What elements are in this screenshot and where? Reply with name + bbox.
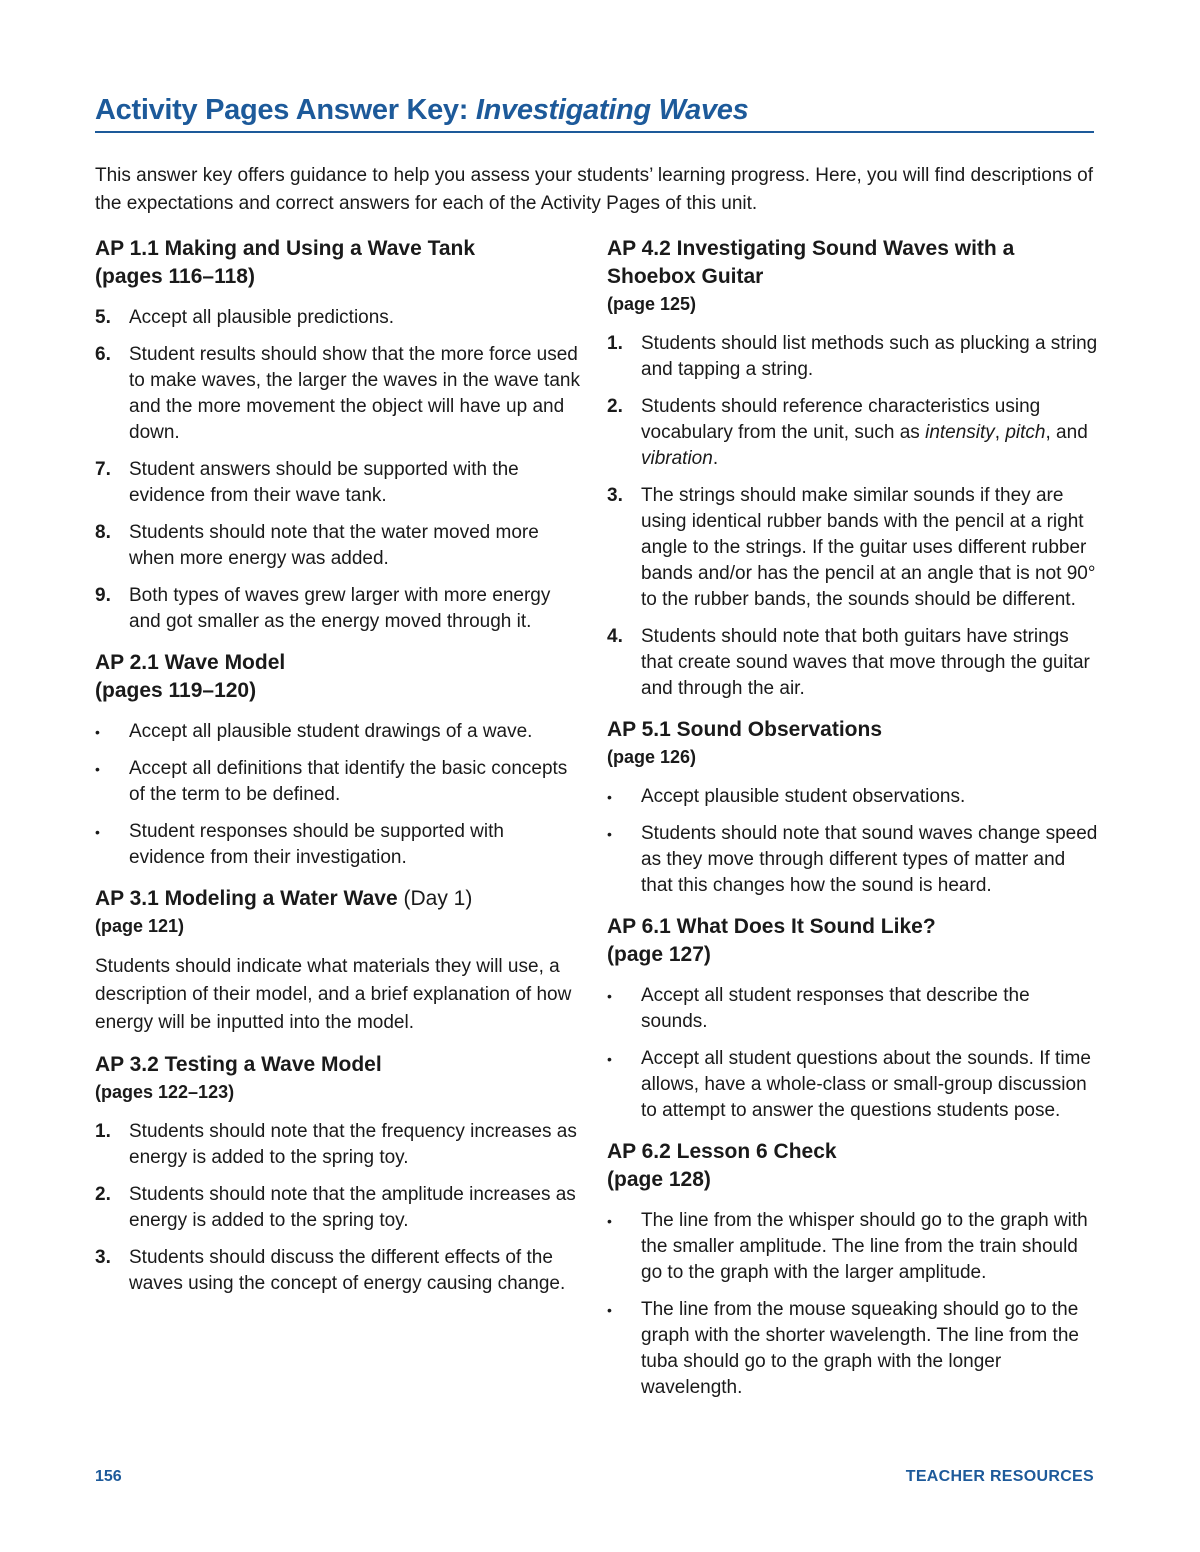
list-item [95, 457, 585, 509]
bullet-list [95, 719, 585, 871]
list-item [95, 819, 585, 871]
section-title: AP 6.1 What Does It Sound Like? [607, 915, 936, 938]
list-item [607, 821, 1099, 899]
bullet-list [607, 1208, 1099, 1401]
item-text-part: , and [1045, 422, 1088, 443]
item-text: Students should note that the amplitude increases as energy is added to the spring toy. [129, 1184, 576, 1231]
list-item [607, 624, 1099, 702]
section-pages: (page 128) [607, 1168, 711, 1191]
item-number: 8. [95, 522, 111, 543]
item-text: Accept all student questions about the sounds. If time allows, have a whole-class or small-group discussion to attempt to answer the questions students pose. [641, 1048, 1091, 1121]
item-text-part: Students should reference characteristics using vocabulary from the unit, such as [641, 396, 1041, 443]
list-item [607, 331, 1099, 383]
section-ap-5-1 [607, 716, 1099, 899]
section-day: (Day 1) [403, 887, 473, 910]
section-ap-2-1 [95, 649, 585, 871]
item-number: 5. [95, 307, 111, 328]
list-item [607, 1297, 1099, 1401]
list-item [95, 520, 585, 572]
list-item [95, 583, 585, 635]
item-text: Student results should show that the more force used to make waves, the larger the waves in the wave tank and the more movement the object will have up and down. [129, 344, 580, 443]
bullet-icon: • [95, 724, 100, 740]
section-ap-6-1 [607, 913, 1099, 1124]
section-pages: (pages 119–120) [95, 679, 257, 702]
item-number: 7. [95, 459, 111, 480]
section-pages: (pages 116–118) [95, 265, 255, 288]
section-paragraph: Students should indicate what materials they will use, a description of their model, and a brief explanation of how energy will be inputted into the model. [95, 956, 572, 1033]
section-title [95, 885, 585, 913]
section-title: AP 1.1 Making and Using a Wave Tank [95, 237, 476, 260]
bullet-icon: • [95, 824, 100, 840]
page-title [95, 92, 1095, 128]
numbered-list [95, 1119, 585, 1297]
section-pages: (page 125) [607, 294, 697, 314]
list-item [95, 1245, 585, 1297]
list-item [607, 483, 1099, 613]
page-title-main: Activity Pages Answer Key: [95, 94, 476, 126]
list-item [95, 719, 585, 745]
section-ap-6-2 [607, 1138, 1099, 1401]
numbered-list [95, 305, 585, 635]
item-number: 1. [607, 333, 623, 354]
item-text-part: , [994, 422, 1006, 443]
vocab-term: vibration [641, 448, 713, 469]
section-title: AP 6.2 Lesson 6 Check [607, 1140, 837, 1163]
item-number: 2. [95, 1184, 111, 1205]
item-text: Students should note that both guitars have strings that create sound waves that move through the guitar and through the air. [641, 626, 1090, 699]
item-text: Student answers should be supported with the evidence from their wave tank. [129, 459, 519, 506]
right-column [607, 235, 1099, 1415]
item-text: Students should list methods such as plucking a string and tapping a string. [641, 333, 1098, 380]
item-text: Accept all definitions that identify the basic concepts of the term to be defined. [129, 758, 568, 805]
item-text: Students should discuss the different effects of the waves using the concept of energy causing change. [129, 1247, 566, 1294]
section-pages: (pages 122–123) [95, 1082, 235, 1102]
bullet-icon: • [607, 988, 612, 1004]
item-text: Accept plausible student observations. [641, 786, 966, 807]
item-number: 3. [607, 485, 623, 506]
item-number: 9. [95, 585, 111, 606]
item-number: 6. [95, 344, 111, 365]
item-text: The strings should make similar sounds if they are using identical rubber bands with the pencil at a right angle to the strings. If the guitar uses different rubber bands and/or has the pencil at an angle that is not 90° to the rubber bands, the sounds should be different. [641, 485, 1096, 610]
list-item [95, 305, 585, 331]
item-text: Accept all student responses that describe the sounds. [641, 985, 1030, 1032]
item-text-part: . [712, 448, 719, 469]
item-text: Student responses should be supported with evidence from their investigation. [129, 821, 504, 868]
page-number: 156 [95, 1468, 122, 1485]
list-item [95, 756, 585, 808]
bullet-list [607, 784, 1099, 899]
section-title: AP 2.1 Wave Model [95, 651, 286, 674]
item-number: 2. [607, 396, 623, 417]
bullet-icon: • [607, 1051, 612, 1067]
bullet-list [607, 983, 1099, 1124]
bullet-icon: • [607, 789, 612, 805]
list-item [95, 342, 585, 446]
section-ap-1-1 [95, 235, 585, 635]
item-number: 3. [95, 1247, 111, 1268]
bullet-icon: • [607, 826, 612, 842]
item-text: Students should note that the water moved more when more energy was added. [129, 522, 539, 569]
item-number: 1. [95, 1121, 111, 1142]
section-ap-3-2 [95, 1051, 585, 1297]
list-item [607, 784, 1099, 810]
item-text: Accept all plausible student drawings of a wave. [129, 721, 533, 742]
section-pages: (page 127) [607, 943, 711, 966]
section-title-text: AP 3.1 Modeling a Water Wave [95, 887, 398, 910]
item-text: The line from the mouse squeaking should go to the graph with the shorter wavelength. The line from the tuba should go to the graph with the longer wavelength. [641, 1299, 1079, 1398]
numbered-list [607, 331, 1099, 702]
item-number: 4. [607, 626, 623, 647]
footer-section-label: TEACHER RESOURCES [905, 1468, 1094, 1485]
title-rule [95, 131, 1094, 133]
section-ap-4-2 [607, 235, 1099, 702]
item-text [641, 396, 1088, 469]
bullet-icon: • [607, 1302, 612, 1318]
item-text: Students should note that sound waves change speed as they move through different types of matter and that this changes how the sound is heard. [641, 823, 1098, 896]
section-pages: (page 126) [607, 747, 697, 767]
vocab-term: intensity [925, 422, 995, 443]
list-item [607, 394, 1099, 472]
section-ap-3-1 [95, 885, 585, 1037]
item-text: Accept all plausible predictions. [129, 307, 395, 328]
section-title: AP 5.1 Sound Observations [607, 718, 883, 741]
section-pages: (page 121) [95, 916, 185, 936]
page-title-italic: Investigating Waves [475, 94, 749, 126]
list-item [607, 983, 1099, 1035]
list-item [607, 1208, 1099, 1286]
section-title: AP 4.2 Investigating Sound Waves with a Shoebox Guitar [607, 237, 1015, 288]
vocab-term: pitch [1005, 422, 1046, 443]
item-text: The line from the whisper should go to the graph with the smaller amplitude. The line from the train should go to the graph with the larger amplitude. [641, 1210, 1088, 1283]
left-column [95, 235, 585, 1311]
list-item [607, 1046, 1099, 1124]
bullet-icon: • [95, 761, 100, 777]
intro-paragraph: This answer key offers guidance to help you assess your students’ learning progress. Here, you will find descriptions of the expectations and correct answers for each of the Activity Pages of this unit. [95, 165, 1094, 214]
item-text: Students should note that the frequency increases as energy is added to the spring toy. [129, 1121, 577, 1168]
item-text: Both types of waves grew larger with more energy and got smaller as the energy moved through it. [129, 585, 551, 632]
list-item [95, 1119, 585, 1171]
list-item [95, 1182, 585, 1234]
bullet-icon: • [607, 1213, 612, 1229]
section-title: AP 3.2 Testing a Wave Model [95, 1053, 382, 1076]
